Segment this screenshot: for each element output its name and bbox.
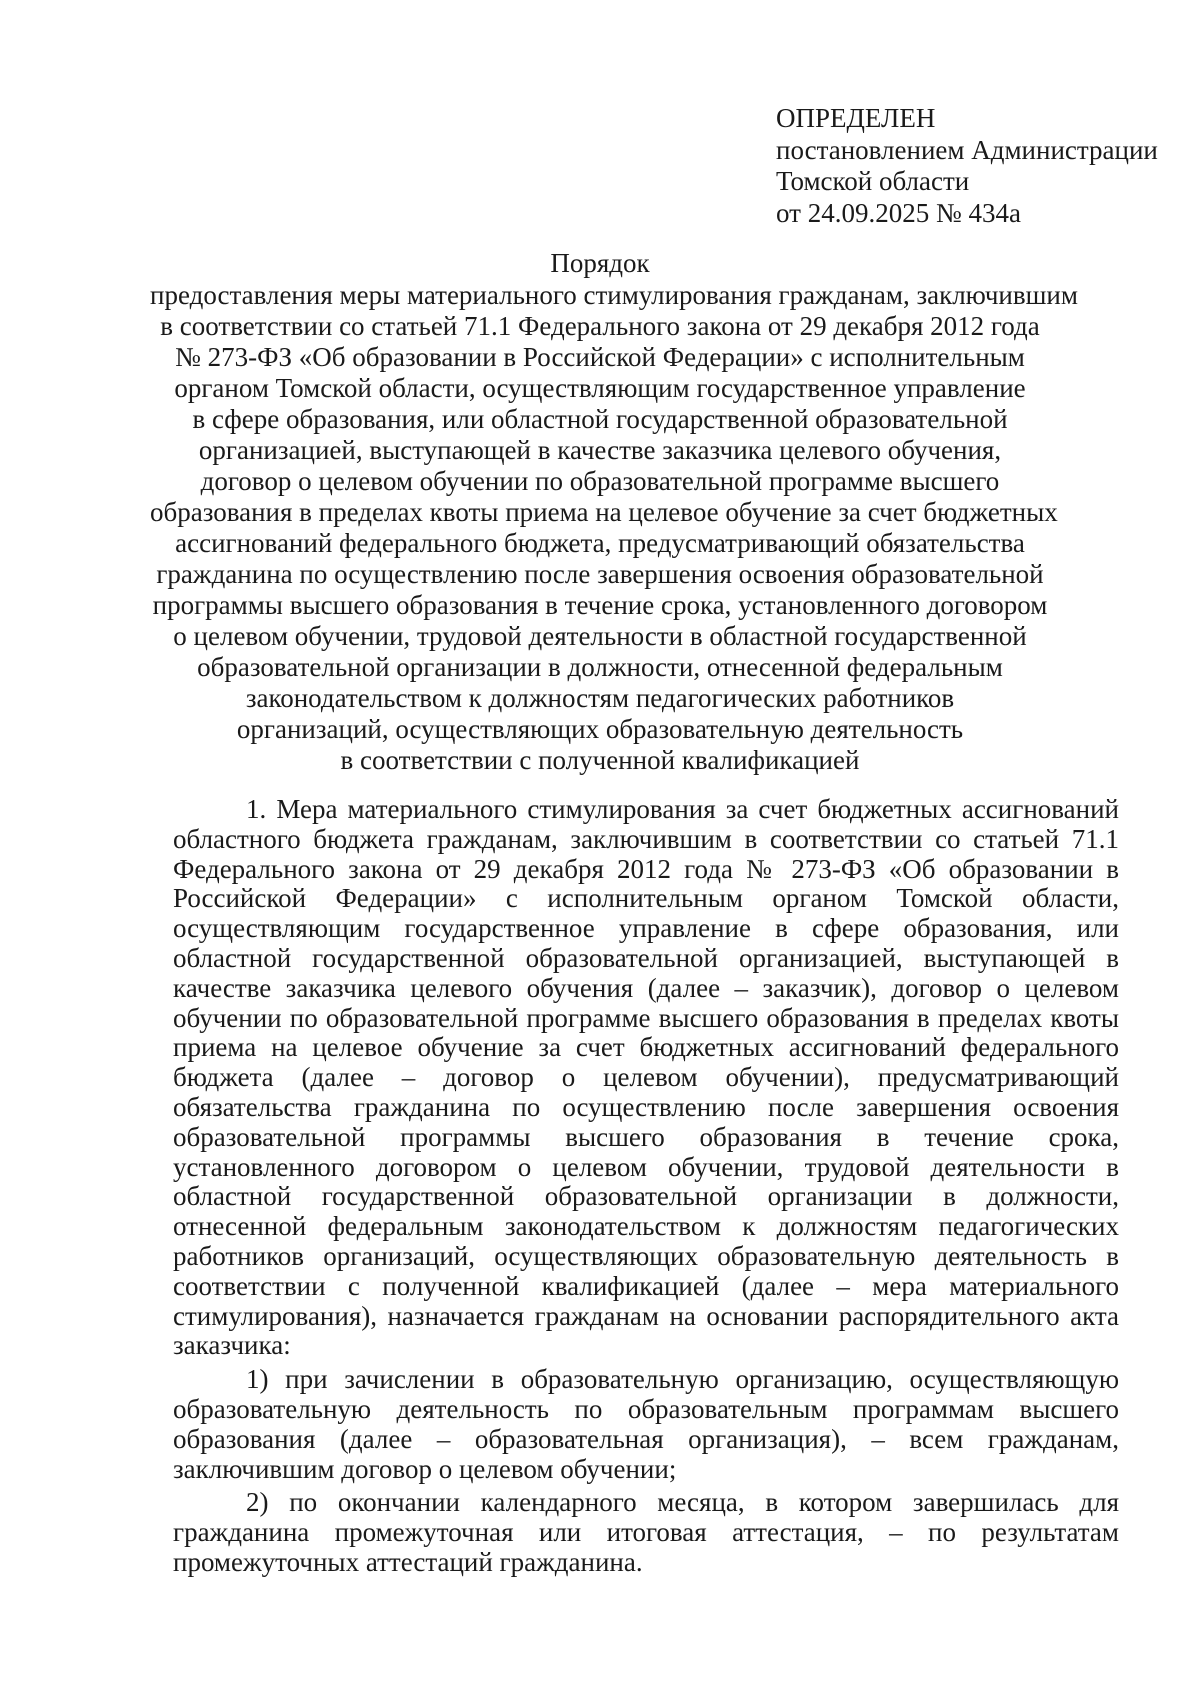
document-title <box>150 248 1078 776</box>
title-line: в соответствии со статьей 71.1 Федерального закона от 29 декабря 2012 года <box>160 311 1040 341</box>
paragraph-1-item-2: 2) по окончании календарного месяца, в котором завершилась для гражданина промежуточная или итоговая аттестация, – по результатам промежуточных аттестаций гражданина. <box>173 1487 1119 1577</box>
paragraph-1-item-1: 1) при зачислении в образовательную организацию, осуществляющую образовательную деятельность по образовательным программам высшего образования (далее – образовательная организация), – всем гражданам, заключившим договор о целевом обучении; <box>173 1364 1119 1484</box>
title-line: программы высшего образования в течение срока, установленного договором <box>152 590 1048 620</box>
title-line: законодательством к должностям педагогических работников <box>245 683 955 713</box>
paragraph-1: 1. Мера материального стимулирования за счет бюджетных ассигнований областного бюджета гражданам, заключившим в соответствии со статьей 71.1 Федерального закона от 29 декабря 2012 года № 273-ФЗ «Об образовании в Российской Федерации» с исполнительным органом Томской области, осуществляющим государственное управление в сфере образования, или областной государственной образовательной организацией, выступающей в качестве заказчика целевого обучения (далее – заказчик), договор о целевом обучении по образовательной программе высшего образования в пределах квоты приема на целевое обучение за счет бюджетных ассигнований федерального бюджета (далее – договор о целевом обучении), предусматривающий обязательства гражданина по осуществлению после завершения освоения образовательной программы высшего образования в течение срока, установленного договором о целевом обучении, трудовой деятельности в областной государственной образовательной организации в должности, отнесенной федеральным законодательством к должностям педагогических работников организаций, осуществляющих образовательную деятельность в соответствии с полученной квалификацией (далее – мера материального стимулирования), назначается гражданам на основании распорядительного акта заказчика: <box>173 794 1119 1361</box>
title-line: организацией, выступающей в качестве заказчика целевого обучения, <box>198 435 1002 465</box>
document-title-heading: Порядок <box>550 248 650 278</box>
title-line: в сфере образования, или областной государственной образовательной <box>192 404 1008 434</box>
approval-date-number: от 24.09.2025 № 434а <box>776 197 1021 228</box>
title-line: предоставления меры материального стимулирования гражданам, заключившим <box>150 280 1078 310</box>
title-line: в соответствии с полученной квалификацией <box>340 745 860 775</box>
approval-status: ОПРЕДЕЛЕН <box>776 103 936 133</box>
title-line: организаций, осуществляющих образовательную деятельность <box>236 714 964 744</box>
title-line: № 273-ФЗ «Об образовании в Российской Федерации» с исполнительным <box>175 342 1025 372</box>
title-line: органом Томской области, осуществляющим государственное управление <box>174 373 1026 403</box>
title-line: о целевом обучении, трудовой деятельности в областной государственной <box>173 621 1027 651</box>
approval-issuer: постановлением Администрации <box>776 134 1158 165</box>
title-line: ассигнований федерального бюджета, предусматривающий обязательства <box>175 528 1025 558</box>
approval-stamp <box>776 103 1158 229</box>
approval-region: Томской области <box>776 166 970 196</box>
document-body <box>173 795 1119 1582</box>
title-line: образовательной организации в должности, отнесенной федеральным <box>197 652 1003 682</box>
title-line: образования в пределах квоты приема на целевое обучение за счет бюджетных <box>150 497 1058 527</box>
title-line: договор о целевом обучении по образовательной программе высшего <box>200 466 1000 496</box>
title-line: гражданина по осуществлению после завершения освоения образовательной <box>156 559 1044 589</box>
